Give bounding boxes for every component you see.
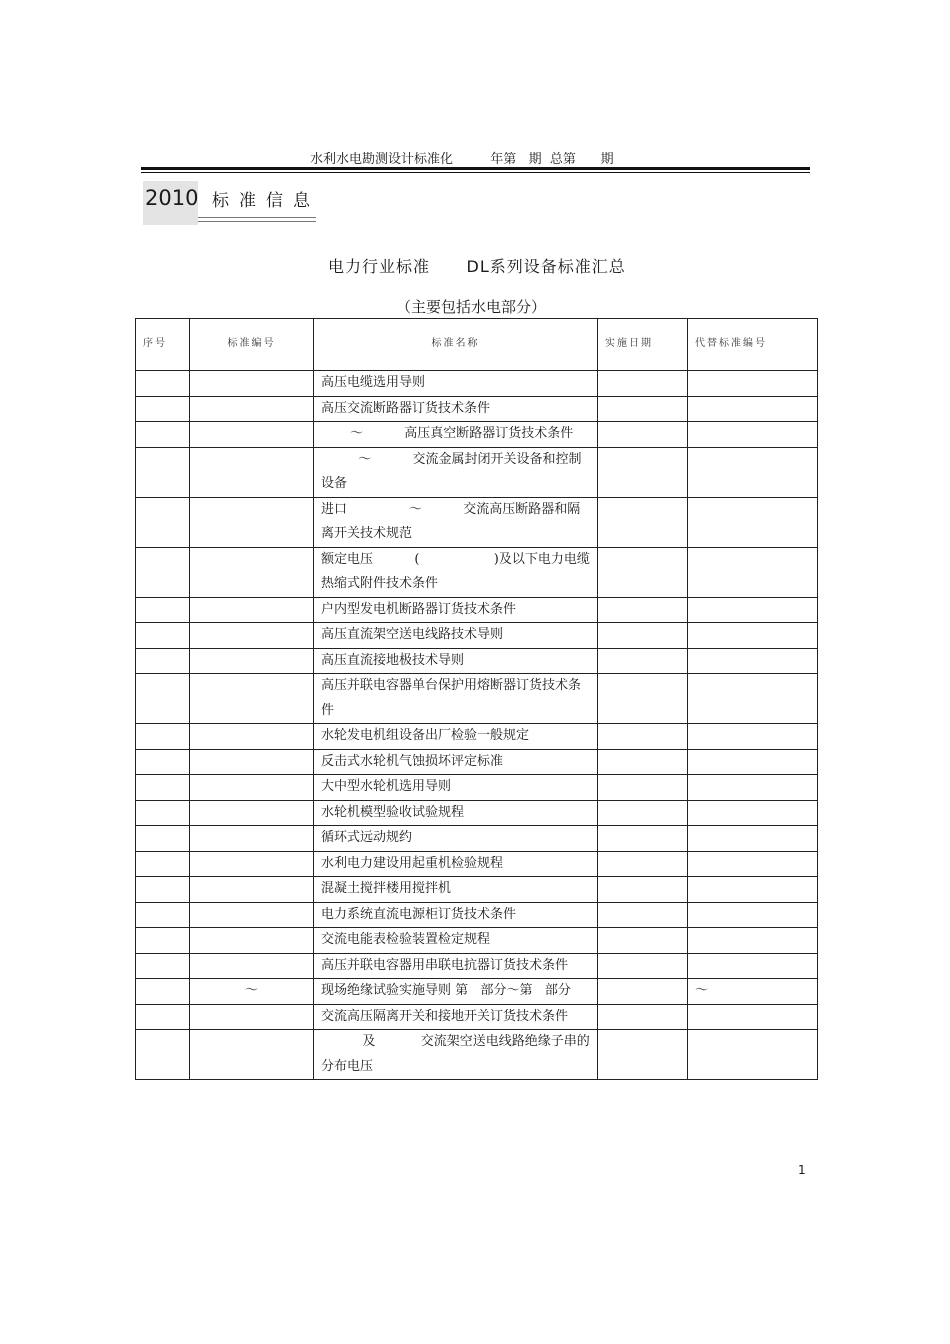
cell-implementation-date — [598, 902, 688, 928]
table-row — [136, 497, 818, 547]
cell-standard-code — [190, 953, 314, 979]
journal-name: 水利水电勘测设计标准化 — [310, 152, 454, 167]
cell-standard-name: 户内型发电机断路器订货技术条件 — [314, 597, 598, 623]
header-rule-thin — [141, 172, 810, 173]
cell-replaces-code — [688, 396, 818, 422]
cell-standard-code — [190, 826, 314, 852]
table-row — [136, 597, 818, 623]
cell-standard-name: 高压直流架空送电线路技术导则 — [314, 623, 598, 649]
table-header-row — [136, 319, 818, 371]
cell-implementation-date — [598, 396, 688, 422]
col-header-replaces: 代替标准编号 — [688, 319, 818, 371]
cell-standard-code — [190, 648, 314, 674]
cell-number — [136, 396, 190, 422]
cell-implementation-date — [598, 648, 688, 674]
cell-standard-code — [190, 422, 314, 448]
cell-implementation-date — [598, 674, 688, 724]
cell-number — [136, 775, 190, 801]
cell-number — [136, 547, 190, 597]
cell-implementation-date — [598, 928, 688, 954]
cell-replaces-code — [688, 749, 818, 775]
table-row — [136, 547, 818, 597]
table-row — [136, 928, 818, 954]
col-header-date: 实施日期 — [598, 319, 688, 371]
cell-standard-code — [190, 877, 314, 903]
cell-number — [136, 953, 190, 979]
cell-standard-code — [190, 775, 314, 801]
cell-replaces-code — [688, 371, 818, 397]
cell-implementation-date — [598, 1030, 688, 1080]
cell-standard-name: 反击式水轮机气蚀损坏评定标准 — [314, 749, 598, 775]
cell-implementation-date — [598, 800, 688, 826]
cell-standard-code — [190, 396, 314, 422]
table-row — [136, 447, 818, 497]
cell-standard-code — [190, 674, 314, 724]
cell-implementation-date — [598, 447, 688, 497]
table-row — [136, 800, 818, 826]
cell-replaces-code — [688, 422, 818, 448]
document-title: 电力行业标准 DL系列设备标准汇总 — [328, 257, 626, 276]
table-row — [136, 877, 818, 903]
table-row — [136, 371, 818, 397]
cell-standard-code — [190, 371, 314, 397]
table-row — [136, 953, 818, 979]
cell-number — [136, 371, 190, 397]
cell-replaces-code — [688, 497, 818, 547]
cell-implementation-date — [598, 826, 688, 852]
cell-standard-code — [190, 902, 314, 928]
cell-number — [136, 877, 190, 903]
col-header-no: 序号 — [136, 319, 190, 371]
cell-number — [136, 979, 190, 1005]
col-header-name: 标准名称 — [314, 319, 598, 371]
cell-implementation-date — [598, 1004, 688, 1030]
header-rule-thick — [141, 167, 810, 170]
cell-standard-name: 混凝土搅拌楼用搅拌机 — [314, 877, 598, 903]
cell-standard-code — [190, 447, 314, 497]
section-rule — [198, 217, 316, 218]
cell-implementation-date — [598, 724, 688, 750]
cell-standard-code — [190, 597, 314, 623]
section-label: 标准信息 — [212, 191, 320, 211]
cell-standard-name: 电力系统直流电源柜订货技术条件 — [314, 902, 598, 928]
cell-standard-name: 交流电能表检验装置检定规程 — [314, 928, 598, 954]
cell-standard-name: ～ 高压真空断路器订货技术条件 — [314, 422, 598, 448]
cell-standard-code — [190, 928, 314, 954]
cell-number — [136, 447, 190, 497]
cell-number — [136, 928, 190, 954]
cell-standard-code — [190, 547, 314, 597]
cell-replaces-code — [688, 1030, 818, 1080]
cell-standard-code — [190, 1004, 314, 1030]
cell-standard-code — [190, 851, 314, 877]
cell-standard-name: 高压电缆选用导则 — [314, 371, 598, 397]
cell-implementation-date — [598, 371, 688, 397]
cell-standard-name: 水轮机模型验收试验规程 — [314, 800, 598, 826]
cell-standard-code — [190, 749, 314, 775]
cell-number — [136, 597, 190, 623]
table-row — [136, 851, 818, 877]
table-row — [136, 648, 818, 674]
cell-implementation-date — [598, 547, 688, 597]
cell-number — [136, 422, 190, 448]
cell-standard-code — [190, 497, 314, 547]
cell-replaces-code — [688, 1004, 818, 1030]
cell-standard-code — [190, 623, 314, 649]
cell-implementation-date — [598, 877, 688, 903]
cell-standard-name: 及 交流架空送电线路绝缘子串的分布电压 — [314, 1030, 598, 1080]
cell-replaces-code — [688, 928, 818, 954]
cell-implementation-date — [598, 979, 688, 1005]
cell-replaces-code — [688, 775, 818, 801]
table-row — [136, 826, 818, 852]
cell-number — [136, 648, 190, 674]
issue-info: 年第 期 总第 期 — [490, 152, 614, 167]
cell-implementation-date — [598, 851, 688, 877]
cell-replaces-code — [688, 851, 818, 877]
cell-implementation-date — [598, 597, 688, 623]
cell-standard-name: 循环式远动规约 — [314, 826, 598, 852]
cell-standard-code: ～ — [190, 979, 314, 1005]
cell-implementation-date — [598, 775, 688, 801]
cell-standard-name: 水利电力建设用起重机检验规程 — [314, 851, 598, 877]
cell-number — [136, 497, 190, 547]
cell-replaces-code — [688, 623, 818, 649]
cell-standard-name: 高压并联电容器用串联电抗器订货技术条件 — [314, 953, 598, 979]
year-badge: 2010 — [143, 181, 198, 225]
cell-number — [136, 851, 190, 877]
journal-header — [310, 148, 614, 167]
cell-standard-name: 交流高压隔离开关和接地开关订货技术条件 — [314, 1004, 598, 1030]
cell-number — [136, 826, 190, 852]
cell-replaces-code — [688, 902, 818, 928]
table-row — [136, 623, 818, 649]
cell-standard-name: 大中型水轮机选用导则 — [314, 775, 598, 801]
cell-number — [136, 749, 190, 775]
col-header-code: 标准编号 — [190, 319, 314, 371]
standards-table — [135, 318, 818, 1080]
cell-implementation-date — [598, 953, 688, 979]
cell-standard-code — [190, 1030, 314, 1080]
table-row — [136, 1004, 818, 1030]
cell-standard-name: 水轮发电机组设备出厂检验一般规定 — [314, 724, 598, 750]
cell-replaces-code — [688, 447, 818, 497]
cell-replaces-code — [688, 953, 818, 979]
cell-implementation-date — [598, 422, 688, 448]
cell-replaces-code: ～ — [688, 979, 818, 1005]
document-subtitle: （主要包括水电部分） — [396, 298, 547, 316]
cell-number — [136, 902, 190, 928]
cell-implementation-date — [598, 749, 688, 775]
cell-implementation-date — [598, 497, 688, 547]
cell-number — [136, 1004, 190, 1030]
cell-replaces-code — [688, 724, 818, 750]
table-row — [136, 902, 818, 928]
table-row — [136, 396, 818, 422]
cell-standard-name: 进口 ～ 交流高压断路器和隔离开关技术规范 — [314, 497, 598, 547]
section-rule — [198, 221, 316, 222]
cell-standard-code — [190, 800, 314, 826]
table-row — [136, 674, 818, 724]
table-row — [136, 724, 818, 750]
cell-standard-name: 现场绝缘试验实施导则 第 部分～第 部分 — [314, 979, 598, 1005]
table-row — [136, 422, 818, 448]
page-number: 1 — [798, 1163, 806, 1177]
cell-standard-name: ～ 交流金属封闭开关设备和控制设备 — [314, 447, 598, 497]
cell-number — [136, 1030, 190, 1080]
cell-replaces-code — [688, 800, 818, 826]
cell-replaces-code — [688, 674, 818, 724]
cell-number — [136, 674, 190, 724]
table-row — [136, 775, 818, 801]
table-row — [136, 979, 818, 1005]
cell-standard-name: 高压直流接地极技术导则 — [314, 648, 598, 674]
cell-standard-name: 高压并联电容器单台保护用熔断器订货技术条件 — [314, 674, 598, 724]
cell-replaces-code — [688, 877, 818, 903]
cell-replaces-code — [688, 826, 818, 852]
cell-standard-code — [190, 724, 314, 750]
cell-number — [136, 800, 190, 826]
cell-standard-name: 高压交流断路器订货技术条件 — [314, 396, 598, 422]
cell-number — [136, 623, 190, 649]
cell-standard-name: 额定电压 ( )及以下电力电缆热缩式附件技术条件 — [314, 547, 598, 597]
cell-number — [136, 724, 190, 750]
cell-replaces-code — [688, 547, 818, 597]
cell-replaces-code — [688, 648, 818, 674]
cell-implementation-date — [598, 623, 688, 649]
table-row — [136, 749, 818, 775]
cell-replaces-code — [688, 597, 818, 623]
table-row — [136, 1030, 818, 1080]
